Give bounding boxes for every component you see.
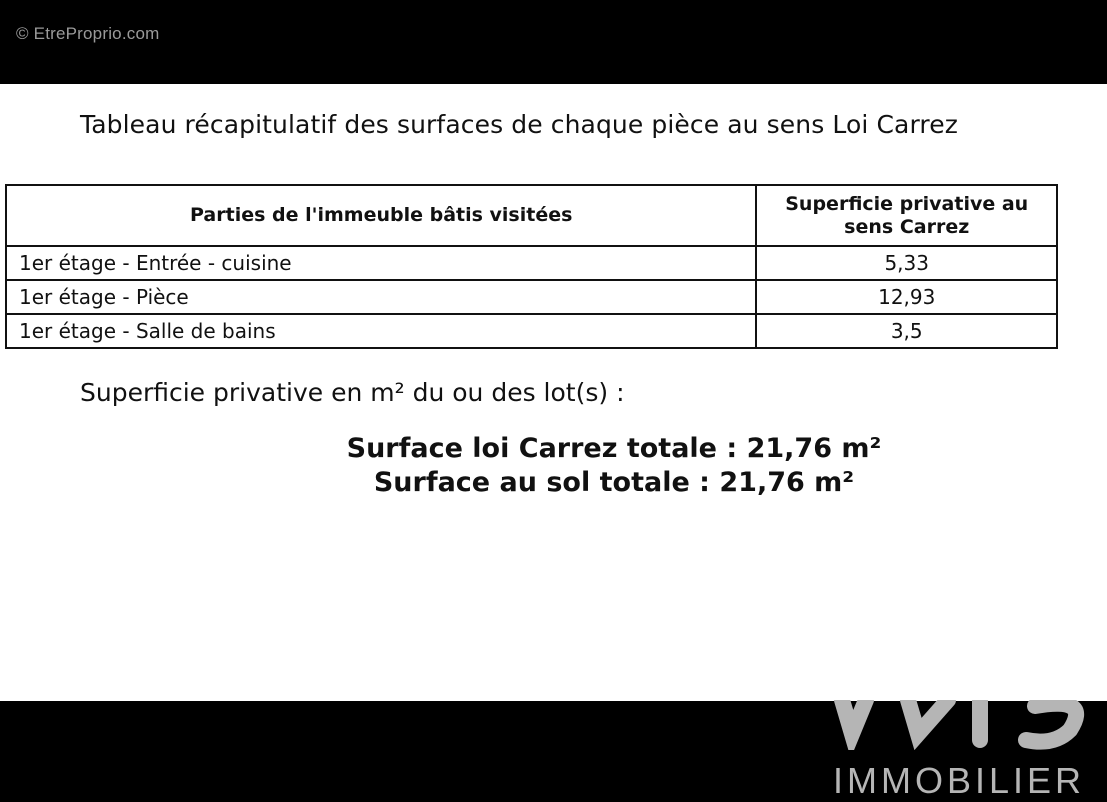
totals-block [334, 432, 894, 500]
agency-logo-text: IMMOBILIER [833, 760, 1086, 801]
document-page [0, 84, 1107, 701]
surfaces-table [5, 184, 1058, 349]
area-cell: 3,5 [756, 314, 1057, 348]
table-row [6, 314, 1057, 348]
room-cell: 1er étage - Pièce [6, 280, 756, 314]
total-carrez: Surface loi Carrez totale : 21,76 m² [346, 433, 882, 464]
document-title: Tableau récapitulatif des surfaces de chaque pièce au sens Loi Carrez [80, 110, 958, 139]
table-row [6, 246, 1057, 280]
area-cell: 5,33 [756, 246, 1057, 280]
column-header-area: Superficie privative au sens Carrez [756, 185, 1057, 246]
lot-area-subtitle: Superficie privative en m² du ou des lot(s) : [80, 378, 625, 407]
column-header-parts: Parties de l'immeuble bâtis visitées [6, 185, 756, 246]
agency-logo-icon [830, 700, 1107, 750]
total-sol: Surface au sol totale : 21,76 m² [373, 467, 855, 498]
table-header-row [6, 185, 1057, 246]
table-row [6, 280, 1057, 314]
room-cell: 1er étage - Entrée - cuisine [6, 246, 756, 280]
room-cell: 1er étage - Salle de bains [6, 314, 756, 348]
watermark-text: © EtreProprio.com [16, 24, 160, 43]
area-cell: 12,93 [756, 280, 1057, 314]
